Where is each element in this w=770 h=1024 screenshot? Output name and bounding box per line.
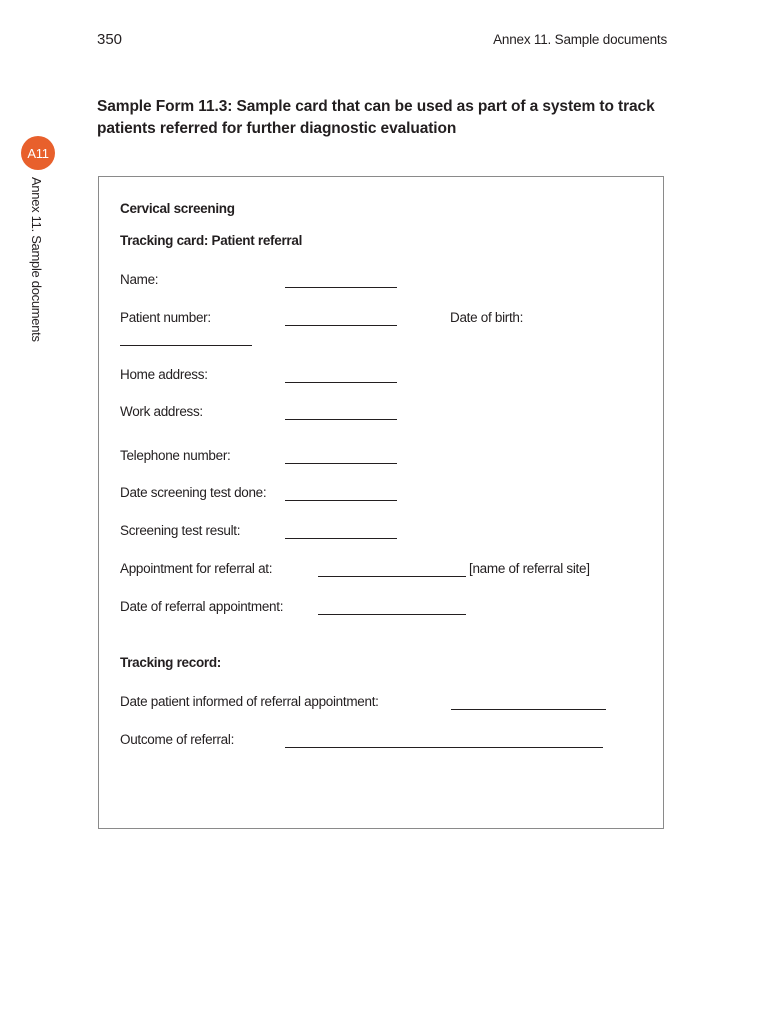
annex-badge: A11 xyxy=(21,136,55,170)
work-address-label: Work address: xyxy=(120,404,203,419)
referral-site-note: [name of referral site] xyxy=(469,561,590,576)
running-header: Annex 11. Sample documents xyxy=(493,32,667,47)
appointment-blank xyxy=(318,576,466,577)
outcome-label: Outcome of referral: xyxy=(120,732,235,747)
home-address-blank xyxy=(285,382,397,383)
form-title: Sample Form 11.3: Sample card that can be used as part of a system to track patients referred for further diagnostic evaluation xyxy=(97,98,655,137)
screening-result-label: Screening test result: xyxy=(120,523,241,538)
card-subheading: Tracking card: Patient referral xyxy=(120,233,303,248)
telephone-label: Telephone number: xyxy=(120,448,231,463)
outcome-blank xyxy=(285,747,603,748)
name-label: Name: xyxy=(120,272,159,287)
card-heading: Cervical screening xyxy=(120,201,235,216)
telephone-blank xyxy=(285,463,397,464)
side-label: Annex 11. Sample documents xyxy=(29,177,44,342)
screening-result-blank xyxy=(285,538,397,539)
page-number: 350 xyxy=(97,31,123,48)
referral-date-blank xyxy=(318,614,466,615)
appointment-label: Appointment for referral at: xyxy=(120,561,273,576)
screening-date-label: Date screening test done: xyxy=(120,485,267,500)
tracking-record-heading: Tracking record: xyxy=(120,655,221,670)
patient-number-blank xyxy=(285,325,397,326)
work-address-blank xyxy=(285,419,397,420)
home-address-label: Home address: xyxy=(120,367,208,382)
screening-date-blank xyxy=(285,500,397,501)
patient-number-label: Patient number: xyxy=(120,310,211,325)
referral-date-label: Date of referral appointment: xyxy=(120,599,284,614)
informed-date-blank xyxy=(451,709,606,710)
date-of-birth-label: Date of birth: xyxy=(450,310,524,325)
informed-date-label: Date patient informed of referral appointment: xyxy=(120,694,379,709)
name-blank xyxy=(285,287,397,288)
tracking-card xyxy=(98,176,664,829)
date-of-birth-blank xyxy=(120,345,252,346)
